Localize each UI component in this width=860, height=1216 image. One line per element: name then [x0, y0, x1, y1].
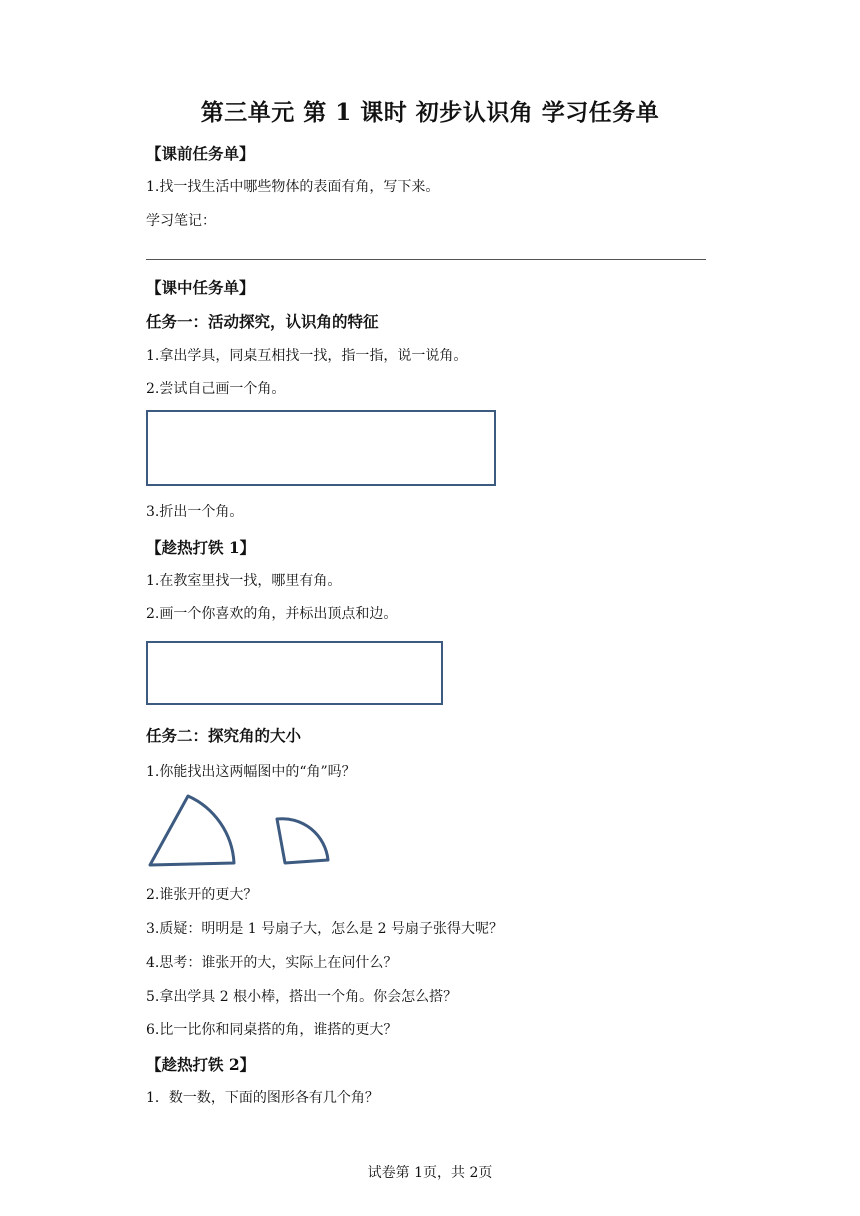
- pre-class-heading: 【课前任务单】: [146, 144, 255, 163]
- fan-figures: [140, 788, 350, 874]
- fan-1-shape: [150, 796, 234, 865]
- favorite-angle-answer-box[interactable]: [146, 641, 443, 705]
- practice1-heading: 【趁热打铁 1】: [146, 538, 256, 557]
- practice2-question-1: 1．数一数，下面的图形各有几个角？: [146, 1090, 379, 1106]
- task2-question-5: 5.拿出学具 2 根小棒，搭出一个角。你会怎么搭？: [146, 989, 458, 1005]
- notes-label: 学习笔记：: [146, 213, 216, 229]
- in-class-heading: 【课中任务单】: [146, 278, 255, 297]
- practice2-heading: 【趁热打铁 2】: [146, 1055, 256, 1074]
- task1-question-3: 3.折出一个角。: [146, 504, 244, 520]
- task2-question-1: 1.你能找出这两幅图中的“角”吗？: [146, 764, 356, 780]
- task2-heading: 任务二：探究角的大小: [146, 726, 302, 745]
- task2-question-2: 2.谁张开的更大？: [146, 887, 258, 903]
- page-title: 第三单元 第 1 课时 初步认识角 学习任务单: [200, 99, 660, 126]
- task2-question-4: 4.思考：谁张开的大，实际上在问什么？: [146, 955, 398, 971]
- task1-heading: 任务一：活动探究，认识角的特征: [146, 312, 379, 331]
- task1-question-1: 1.拿出学具，同桌互相找一找，指一指，说一说角。: [146, 348, 468, 364]
- draw-angle-answer-box[interactable]: [146, 410, 496, 486]
- practice1-question-2: 2.画一个你喜欢的角，并标出顶点和边。: [146, 606, 398, 622]
- notes-answer-line[interactable]: [146, 259, 706, 260]
- practice1-question-1: 1.在教室里找一找，哪里有角。: [146, 573, 342, 589]
- page-footer: 试卷第 1页，共 2页: [367, 1165, 493, 1181]
- task2-question-6: 6.比一比你和同桌搭的角，谁搭的更大？: [146, 1022, 398, 1038]
- task2-question-3: 3.质疑：明明是 1 号扇子大，怎么是 2 号扇子张得大呢？: [146, 921, 503, 937]
- pre-class-question-1: 1.找一找生活中哪些物体的表面有角，写下来。: [146, 179, 440, 195]
- fan-2-shape: [277, 819, 328, 863]
- task1-question-2: 2.尝试自己画一个角。: [146, 381, 286, 397]
